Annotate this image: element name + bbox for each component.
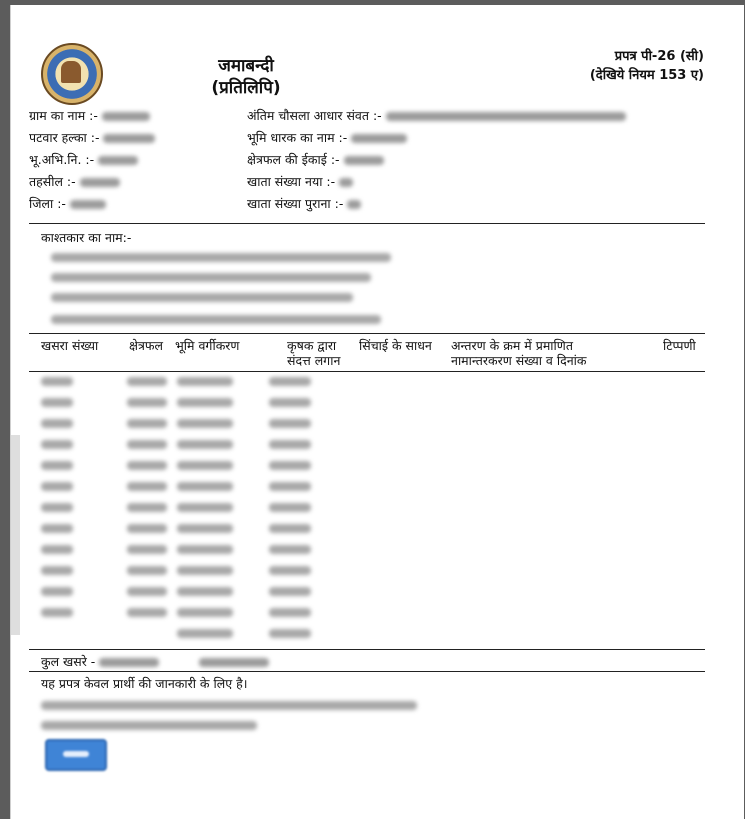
redacted-cell xyxy=(177,524,233,533)
redacted-cell xyxy=(127,524,167,533)
redacted-cell xyxy=(41,566,73,575)
redacted-cell xyxy=(269,377,311,386)
redacted-cell xyxy=(127,398,167,407)
redacted-cell xyxy=(269,629,311,638)
field-area-unit xyxy=(247,151,384,169)
redacted-value xyxy=(351,134,407,143)
cultivator-label: काश्तकार का नाम:- xyxy=(41,230,132,245)
redacted-cell xyxy=(177,398,233,407)
redacted-cell xyxy=(41,524,73,533)
redacted-cell xyxy=(41,377,73,386)
redacted-cell xyxy=(127,482,167,491)
field-label: जिला :- xyxy=(29,196,66,211)
divider xyxy=(29,671,705,672)
redacted-cell xyxy=(41,461,73,470)
col-land-class: भूमि वर्गीकरण xyxy=(175,338,240,353)
redacted-cell xyxy=(269,440,311,449)
table-bottom-rule xyxy=(29,649,705,650)
redacted-cell xyxy=(269,524,311,533)
field-label: पटवार हल्का :- xyxy=(29,130,100,145)
redacted-cell xyxy=(177,629,233,638)
col-rent-line2: संदत्त लगान xyxy=(287,353,341,368)
field-khata-new xyxy=(247,173,353,191)
redacted-cell xyxy=(177,419,233,428)
table-header-rule xyxy=(29,371,705,372)
table-top-rule xyxy=(29,333,705,334)
field-khata-old xyxy=(247,195,361,213)
redacted-cell xyxy=(41,398,73,407)
form-number: प्रपत्र पी-26 (सी) xyxy=(614,49,704,64)
field-label: क्षेत्रफल की ईकाई :- xyxy=(247,152,340,167)
redacted-value xyxy=(386,112,626,121)
redacted-value xyxy=(199,658,269,667)
redacted-cell xyxy=(177,461,233,470)
redacted-cell xyxy=(177,587,233,596)
print-button[interactable] xyxy=(45,739,107,771)
redacted-value xyxy=(98,156,138,165)
redacted-cell xyxy=(177,566,233,575)
redacted-cell xyxy=(127,587,167,596)
field-land-record-inspector xyxy=(29,151,138,169)
redacted-cultivator-line xyxy=(51,293,353,302)
document-title xyxy=(11,55,481,99)
document-page xyxy=(10,5,744,819)
redacted-cell xyxy=(127,419,167,428)
field-label: भू.अभि.नि. :- xyxy=(29,152,95,167)
redacted-cell xyxy=(269,419,311,428)
col-rent-line1: कृषक द्वारा xyxy=(287,338,337,353)
col-transfer xyxy=(451,338,587,368)
title-sub: (प्रतिलिपि) xyxy=(211,78,281,98)
redacted-value xyxy=(347,200,361,209)
total-khasra-label: कुल खसरे - xyxy=(41,654,96,669)
col-rent xyxy=(287,338,340,368)
redacted-cell xyxy=(127,440,167,449)
col-remarks: टिप्पणी xyxy=(663,338,696,353)
redacted-cell xyxy=(127,377,167,386)
redacted-cell xyxy=(41,440,73,449)
redacted-cultivator-line xyxy=(51,253,391,262)
redacted-cell xyxy=(41,482,73,491)
field-label: खाता संख्या नया :- xyxy=(247,174,336,189)
field-patwar-halka xyxy=(29,129,155,147)
field-tehsil xyxy=(29,173,120,191)
disclaimer-note: यह प्रपत्र केवल प्रार्थी की जानकारी के लिए है। xyxy=(41,676,248,691)
redacted-cell xyxy=(177,440,233,449)
redacted-cell xyxy=(269,461,311,470)
redacted-cell xyxy=(269,503,311,512)
redacted-cell xyxy=(41,587,73,596)
redacted-cell xyxy=(41,545,73,554)
redacted-note-line xyxy=(41,721,257,730)
redacted-cell xyxy=(127,566,167,575)
field-landholder-name xyxy=(247,129,407,147)
divider xyxy=(29,223,705,224)
redacted-cell xyxy=(127,608,167,617)
redacted-cell xyxy=(269,587,311,596)
redacted-cell xyxy=(41,419,73,428)
col-khasra-number: खसरा संख्या xyxy=(41,338,99,353)
field-settlement-year xyxy=(247,107,626,125)
col-transfer-line1: अन्तरण के क्रम में प्रमाणित xyxy=(451,338,573,353)
redacted-value xyxy=(344,156,384,165)
redacted-cell xyxy=(177,608,233,617)
redacted-value xyxy=(339,178,353,187)
redacted-cell xyxy=(177,503,233,512)
redacted-value xyxy=(99,658,159,667)
redacted-value xyxy=(80,178,120,187)
field-label: भूमि धारक का नाम :- xyxy=(247,130,348,145)
form-reference xyxy=(590,47,704,85)
redacted-value xyxy=(102,112,150,121)
redacted-cell xyxy=(269,608,311,617)
redacted-cell xyxy=(177,482,233,491)
redacted-value xyxy=(70,200,106,209)
title-main: जमाबन्दी xyxy=(218,56,274,76)
field-label: खाता संख्या पुराना :- xyxy=(247,196,344,211)
redacted-cell xyxy=(269,482,311,491)
redacted-cell xyxy=(177,545,233,554)
redacted-cell xyxy=(269,566,311,575)
redacted-cultivator-line xyxy=(51,315,381,324)
col-area: क्षेत्रफल xyxy=(129,338,163,353)
field-district xyxy=(29,195,106,213)
field-label: तहसील :- xyxy=(29,174,76,189)
rule-reference: (देखिये नियम 153 ए) xyxy=(589,68,704,83)
total-khasra xyxy=(41,653,269,671)
redacted-cell xyxy=(127,503,167,512)
field-label: ग्राम का नाम :- xyxy=(29,108,98,123)
field-label: अंतिम चौसला आधार संवत :- xyxy=(247,108,382,123)
redacted-cell xyxy=(41,503,73,512)
redacted-note-line xyxy=(41,701,417,710)
redacted-cultivator-line xyxy=(51,273,371,282)
field-village xyxy=(29,107,150,125)
page-edge xyxy=(11,435,20,635)
redacted-cell xyxy=(127,461,167,470)
redacted-cell xyxy=(177,377,233,386)
redacted-cell xyxy=(269,545,311,554)
redacted-cell xyxy=(41,608,73,617)
redacted-cell xyxy=(269,398,311,407)
col-irrigation: सिंचाई के साधन xyxy=(359,338,432,353)
col-transfer-line2: नामान्तरकरण संख्या व दिनांक xyxy=(451,353,587,368)
redacted-cell xyxy=(127,545,167,554)
redacted-value xyxy=(103,134,155,143)
